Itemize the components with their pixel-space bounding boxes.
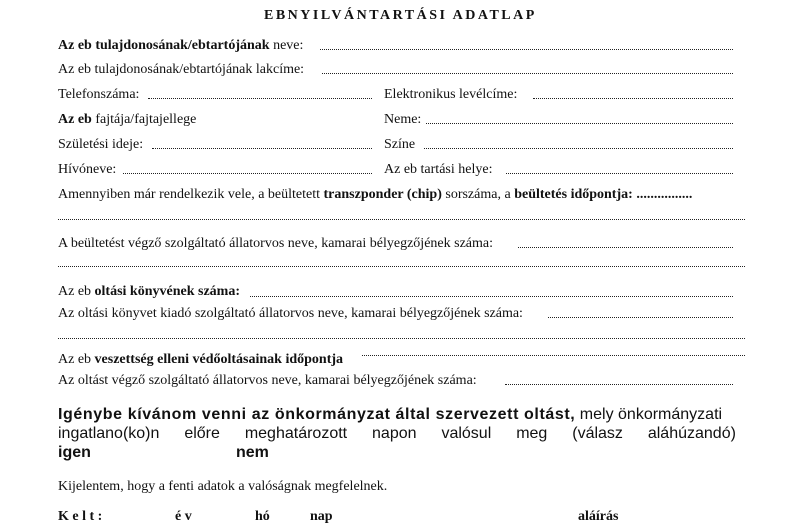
rabies-vet-field[interactable] — [505, 384, 733, 385]
birth-field[interactable] — [152, 148, 372, 149]
owner-address-label: Az eb tulajdonosának/ebtartójának lakcíme: — [58, 62, 305, 77]
word: meghatározott — [244, 425, 348, 442]
sex-label: Neme: — [384, 112, 422, 127]
vacc-book-vet-field-1[interactable] — [548, 317, 733, 318]
chip-vet-field-1[interactable] — [518, 247, 733, 248]
word: (válasz — [572, 425, 623, 442]
vacc-book-label: Az eb oltási könyvének száma: — [58, 284, 240, 299]
declaration-text: Kijelentem, hogy a fenti adatok a valóságnak megfelelnek. — [58, 479, 388, 494]
email-label: Elektronikus levélcíme: — [384, 87, 518, 102]
keeping-place-label: Az eb tartási helye: — [384, 162, 493, 177]
sex-field[interactable] — [426, 123, 733, 124]
chip-label: Amennyiben már rendelkezik vele, a beültetett transzponder (chip) sorszáma, a beültetés időpontja: ................ — [58, 187, 693, 202]
word: napon — [372, 425, 417, 442]
phone-field[interactable] — [148, 98, 372, 99]
owner-name-label: Az eb tulajdonosának/ebtartójának neve: — [58, 38, 304, 53]
vacc-book-vet-label: Az oltási könyvet kiadó szolgáltató állatorvos neve, kamarai bélyegzőjének száma: — [58, 306, 523, 321]
word: előre — [184, 425, 220, 442]
word: meg — [516, 425, 548, 442]
page-title: EBNYILVÁNTARTÁSI ADATLAP — [264, 8, 537, 23]
email-field[interactable] — [533, 98, 733, 99]
municipal-vaccination-line-1: Igénybe kívánom venni az önkormányzat által szervezett oltást, mely önkormányzati — [58, 406, 723, 423]
word: ingatlano(ko)n — [58, 425, 160, 442]
owner-name-field[interactable] — [320, 49, 733, 50]
vacc-book-vet-field-2[interactable] — [58, 338, 745, 339]
rabies-vet-label: Az oltást végző szolgáltató állatorvos neve, kamarai bélyegzőjének száma: — [58, 373, 477, 388]
phone-label: Telefonszáma: — [58, 87, 140, 102]
breed-label: Az eb fajtája/fajtajellege — [58, 112, 197, 127]
keeping-place-field[interactable] — [506, 173, 733, 174]
municipal-vaccination-line-2 — [58, 424, 736, 443]
footer-kelt: K e l t : — [58, 509, 103, 524]
color-field[interactable] — [424, 148, 733, 149]
chip-vet-field-2[interactable] — [58, 266, 745, 267]
footer-year: é v — [175, 509, 192, 524]
footer-signature: aláírás — [578, 509, 619, 524]
owner-address-field[interactable] — [322, 73, 733, 74]
answer-no[interactable]: nem — [236, 444, 269, 461]
color-label: Színe — [384, 137, 416, 152]
footer-month: hó — [255, 509, 270, 524]
callname-field[interactable] — [123, 173, 372, 174]
callname-label: Hívóneve: — [58, 162, 117, 177]
footer-day: nap — [310, 509, 333, 524]
word: valósul — [441, 425, 492, 442]
rabies-label: Az eb veszettség elleni védőoltásainak időpontja — [58, 352, 344, 367]
word: aláhúzandó) — [647, 425, 736, 442]
chip-number-field[interactable] — [58, 219, 745, 220]
vacc-book-field[interactable] — [250, 296, 733, 297]
birth-label: Születési ideje: — [58, 137, 144, 152]
chip-vet-label: A beültetést végző szolgáltató állatorvos neve, kamarai bélyegzőjének száma: — [58, 236, 493, 251]
rabies-date-field[interactable] — [362, 355, 745, 356]
answer-yes[interactable]: igen — [58, 444, 91, 461]
